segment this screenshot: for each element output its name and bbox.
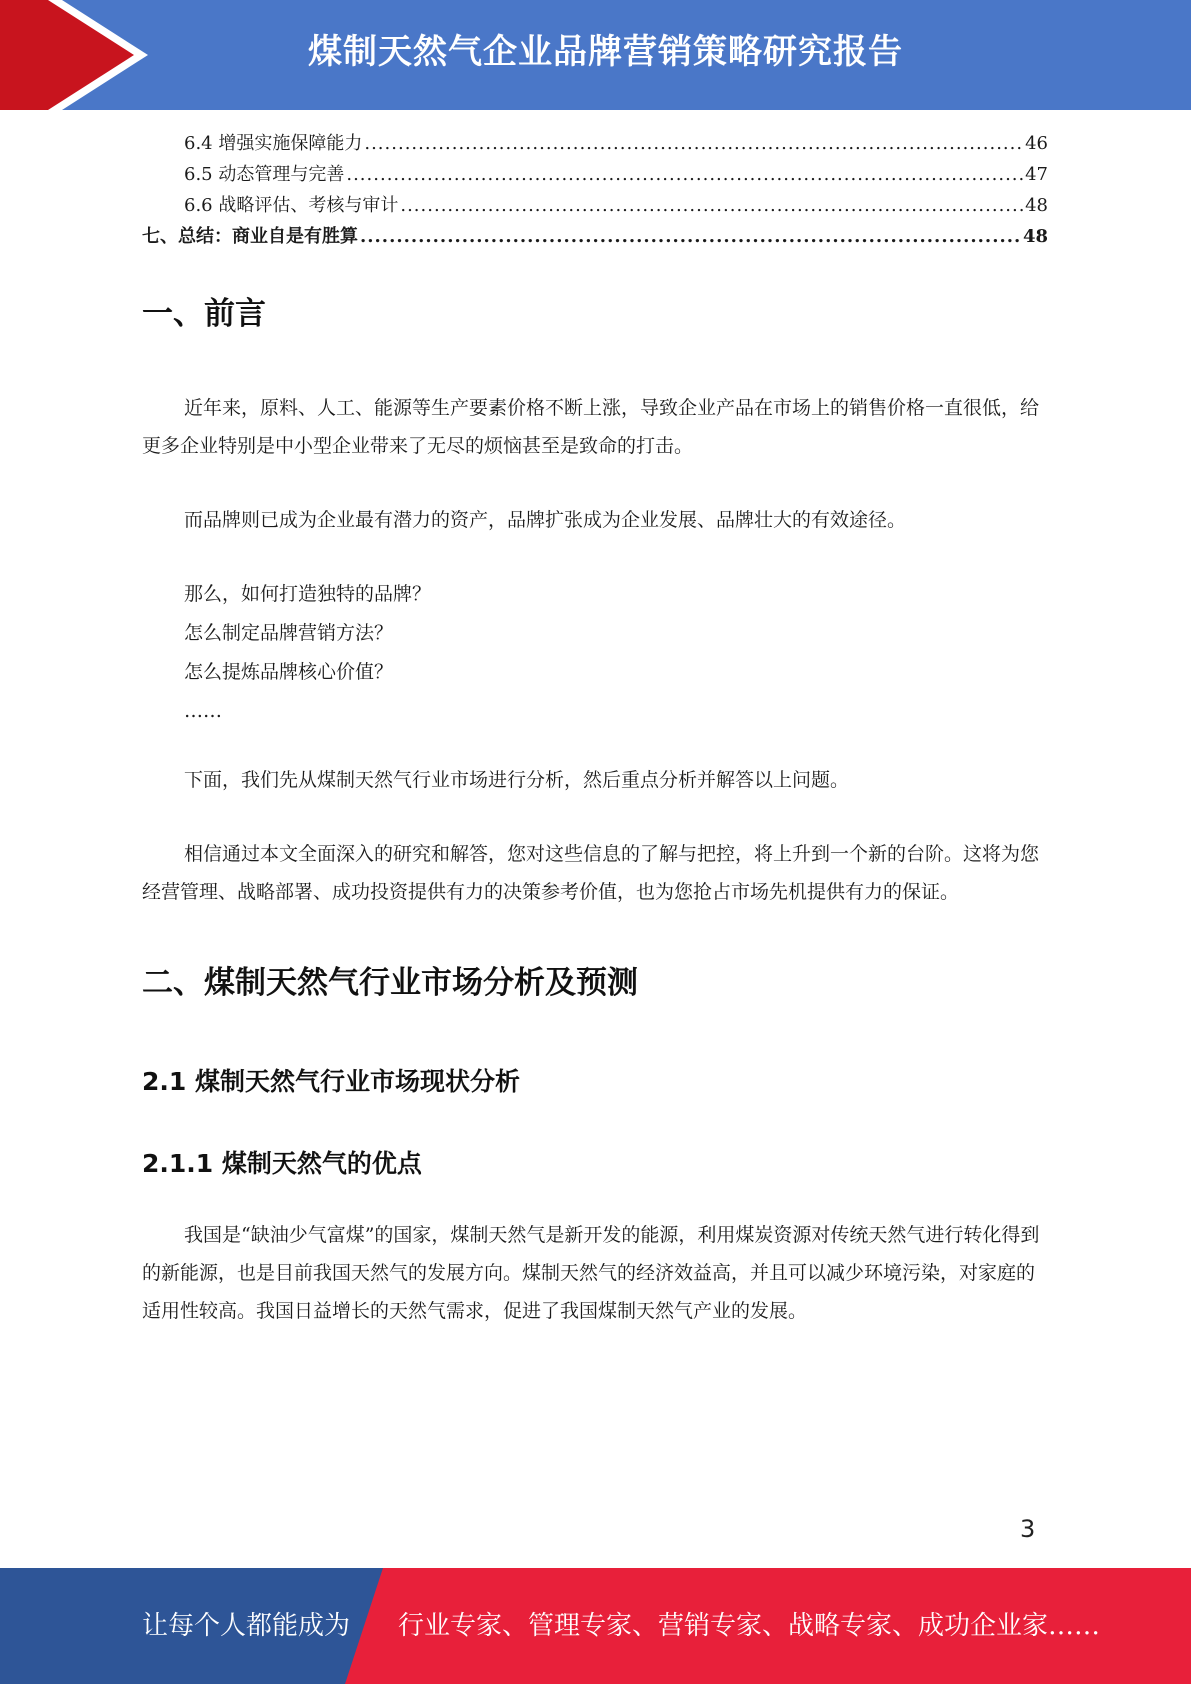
toc-item-page: 47: [1025, 164, 1048, 185]
question-line: 怎么制定品牌营销方法？: [184, 622, 394, 644]
toc-item[interactable]: [142, 159, 1048, 190]
document-body: [142, 288, 1048, 1330]
page-number: 3: [1020, 1515, 1036, 1543]
paragraph: 相信通过本文全面深入的研究和解答，您对这些信息的了解与把控，将上升到一个新的台阶。这将为您经营管理、战略部署、成功投资提供有力的决策参考价值，也为您抢占市场先机提供有力的保证。: [142, 843, 1040, 903]
page-footer: [0, 1568, 1191, 1684]
page-header: [0, 0, 1191, 110]
toc-item-label: 6.6 战略评估、考核与审计: [184, 195, 399, 216]
toc-item[interactable]: [142, 190, 1048, 221]
question-line: 那么，如何打造独特的品牌？: [184, 583, 432, 605]
ellipsis-line: ……: [184, 700, 222, 722]
toc-leader-dots: [346, 159, 1023, 190]
toc-item-page: 48: [1025, 195, 1048, 216]
section-heading-preface: 一、前言: [142, 296, 266, 332]
header-title: 煤制天然气企业品牌营销策略研究报告: [308, 32, 903, 72]
paragraph: 而品牌则已成为企业最有潜力的资产，品牌扩张成为企业发展、品牌壮大的有效途径。: [184, 509, 907, 531]
toc-leader-dots: [364, 128, 1023, 159]
paragraph: 下面，我们先从煤制天然气行业市场进行分析，然后重点分析并解答以上问题。: [184, 769, 850, 791]
toc-item-page: 48: [1022, 226, 1048, 247]
section-heading-market-analysis: 二、煤制天然气行业市场分析及预测: [142, 965, 638, 1001]
footer-slogan-right: 行业专家、管理专家、营销专家、战略专家、成功企业家……: [398, 1611, 1101, 1641]
subsubsection-heading: 2.1.1 煤制天然气的优点: [142, 1149, 422, 1178]
question-line: 怎么提炼品牌核心价值？: [184, 661, 394, 683]
toc-item[interactable]: [142, 128, 1048, 159]
toc-item-page: 46: [1025, 133, 1048, 154]
footer-slogan-left: 让每个人都能成为: [142, 1611, 351, 1641]
toc-item-label: 6.5 动态管理与完善: [184, 164, 345, 185]
toc-item[interactable]: [142, 221, 1048, 252]
paragraph: 近年来，原料、人工、能源等生产要素价格不断上涨，导致企业产品在市场上的销售价格一直很低，给更多企业特别是中小型企业带来了无尽的烦恼甚至是致命的打击。: [142, 397, 1040, 457]
paragraph: 我国是“缺油少气富煤”的国家，煤制天然气是新开发的能源，利用煤炭资源对传统天然气进行转化得到的新能源，也是目前我国天然气的发展方向。煤制天然气的经济效益高，并且可以减少环境污染，对家庭的适用性较高。我国日益增长的天然气需求，促进了我国煤制天然气产业的发展。: [142, 1224, 1040, 1322]
toc-item-label: 6.4 增强实施保障能力: [184, 133, 363, 154]
toc-leader-dots: [400, 190, 1023, 221]
subsection-heading: 2.1 煤制天然气行业市场现状分析: [142, 1067, 520, 1096]
toc-item-label: 七、总结：商业自是有胜算: [142, 226, 358, 247]
table-of-contents: [142, 128, 1048, 252]
toc-leader-dots: [360, 221, 1021, 252]
